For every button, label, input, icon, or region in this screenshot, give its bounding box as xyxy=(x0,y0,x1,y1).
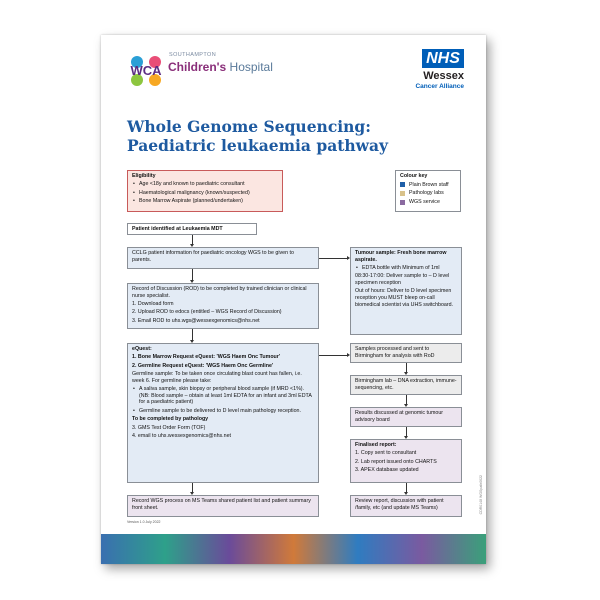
eligibility-box xyxy=(127,170,283,212)
processed-box xyxy=(350,343,462,363)
rod-intro: Record of Discussion (ROD) to be completed by trained clinician or clinical nurse specialist. xyxy=(132,286,307,299)
germline-item: • A saliva sample, skin biopsy or peripheral blood sample (if MRD <1%). (NB: Blood sample – obtain at least 1ml EDTA for an infant and 3ml EDTA for a paediatric patient) xyxy=(139,386,314,406)
key-label: Plain Brown staff xyxy=(409,181,449,188)
rod-step: 1. Download form xyxy=(132,300,174,307)
tumour-hours: 08:30-17:00: Deliver sample to – D level specimen reception xyxy=(355,273,450,286)
final-report-heading: Finalised report: xyxy=(355,442,397,448)
results-box xyxy=(350,407,462,427)
arrow-down xyxy=(192,329,193,340)
key-label: Pathology labs xyxy=(409,190,444,197)
colour-key-box xyxy=(395,170,461,212)
page-title xyxy=(127,117,388,155)
svg-text:WCA: WCA xyxy=(130,63,162,78)
key-swatch xyxy=(400,182,405,187)
arrow-down xyxy=(406,395,407,404)
tumour-sample-box xyxy=(350,247,462,335)
final-step: 2. Lab report issued onto CHARTS xyxy=(355,458,437,465)
document-code: CDR0148 WGSpath0622 xyxy=(479,475,483,515)
hospital-name xyxy=(168,60,273,74)
review-box xyxy=(350,495,462,517)
rod-step: 3. Email ROD to uhs.wgs@wessexgenomics@nhs.net xyxy=(132,317,260,324)
footer-decoration xyxy=(101,534,486,564)
results-text: Results discussed at genomic tumour advisory board xyxy=(355,410,444,423)
tumour-item: • EDTA bottle with Minimum of 1ml xyxy=(362,265,457,272)
cclg-box xyxy=(127,247,319,269)
birmingham-text: Birmingham lab – DNA extraction, immune-sequencing, etc. xyxy=(355,378,457,391)
final-step: 1. Copy sent to consultant xyxy=(355,450,417,457)
document-page xyxy=(101,35,486,564)
nhs-logo: NHS xyxy=(422,49,464,68)
key-label: WGS service xyxy=(409,198,440,205)
eligibility-heading: Eligibility xyxy=(132,173,156,179)
wca-logo xyxy=(128,53,164,89)
equest-request-1: 1. Bone Marrow Request eQuest: 'WGS Haem Onc Tumour' xyxy=(132,354,281,361)
eligibility-item: • Haematological malignancy (known/suspected) xyxy=(139,190,278,197)
germline-intro: Germline sample: To be taken once circulating blast count has fallen, i.e. week 6. For germline please take: xyxy=(132,371,302,384)
title-line-1: Whole Genome Sequencing: xyxy=(127,117,371,136)
arrow-down xyxy=(192,483,193,492)
cclg-text: CCLG patient information for paediatric oncology WGS to be given to parents. xyxy=(132,250,294,263)
colour-key-heading: Colour key xyxy=(400,173,428,179)
hospital-location: SOUTHAMPTON xyxy=(169,52,217,58)
record-text: Record WGS process on MS Teams shared patient list and patient summary front sheet. xyxy=(132,498,311,511)
mdt-box xyxy=(127,223,257,235)
version-label: Version 1.0 July 2022 xyxy=(127,520,161,524)
arrow-down xyxy=(406,483,407,492)
equest-box xyxy=(127,343,319,483)
key-row xyxy=(400,199,456,206)
arrow-right xyxy=(319,355,347,356)
hospital-name-part1: Children's xyxy=(168,60,227,74)
tumour-out-of-hours: Out of hours: Deliver to D level specimen reception you MUST bleep on-call biomedical scientist via UHS switchboard. xyxy=(355,288,454,308)
record-box xyxy=(127,495,319,517)
mdt-text: Patient identified at Leukaemia MDT xyxy=(132,226,223,232)
pathology-step: 4. email to uhs.wessexgenomics@nhs.net xyxy=(132,432,232,439)
pathology-heading: To be completed by pathology xyxy=(132,416,209,423)
arrow-down xyxy=(192,235,193,244)
arrow-right xyxy=(319,258,347,259)
title-line-2: Paediatric leukaemia pathway xyxy=(127,136,389,155)
final-step: 3. APEX database updated xyxy=(355,467,419,474)
arrow-down xyxy=(406,427,407,436)
germline-item: • Germline sample to be delivered to D level main pathology reception. xyxy=(139,408,314,415)
equest-heading: eQuest: xyxy=(132,346,152,352)
tumour-heading: Tumour sample: Fresh bone marrow aspirate. xyxy=(355,250,447,263)
processed-text: Samples processed and sent to Birmingham for analysis with RoD xyxy=(355,346,435,359)
final-report-box xyxy=(350,439,462,483)
birmingham-box xyxy=(350,375,462,395)
rod-box xyxy=(127,283,319,329)
pathology-step: 3. GMS Test Order Form (TOF) xyxy=(132,424,206,431)
cancer-alliance-label: Cancer Alliance xyxy=(415,83,464,90)
hospital-name-part2: Hospital xyxy=(229,60,273,74)
arrow-down xyxy=(406,363,407,372)
eligibility-item: • Age <18y and known to paediatric consultant xyxy=(139,181,278,188)
key-swatch xyxy=(400,191,405,196)
review-text: Review report, discussion with patient /family, etc (and update MS Teams) xyxy=(355,498,444,511)
equest-request-2: 2. Germline Request eQuest: 'WGS Haem Onc Germline' xyxy=(132,362,274,369)
key-swatch xyxy=(400,200,405,205)
wessex-label: Wessex xyxy=(423,70,464,82)
arrow-down xyxy=(192,269,193,280)
key-row xyxy=(400,182,456,189)
eligibility-item: • Bone Marrow Aspirate (planned/undertaken) xyxy=(139,198,278,205)
key-row xyxy=(400,190,456,197)
rod-step: 2. Upload ROD to edocs (entitled – WGS Record of Discussion) xyxy=(132,309,282,316)
